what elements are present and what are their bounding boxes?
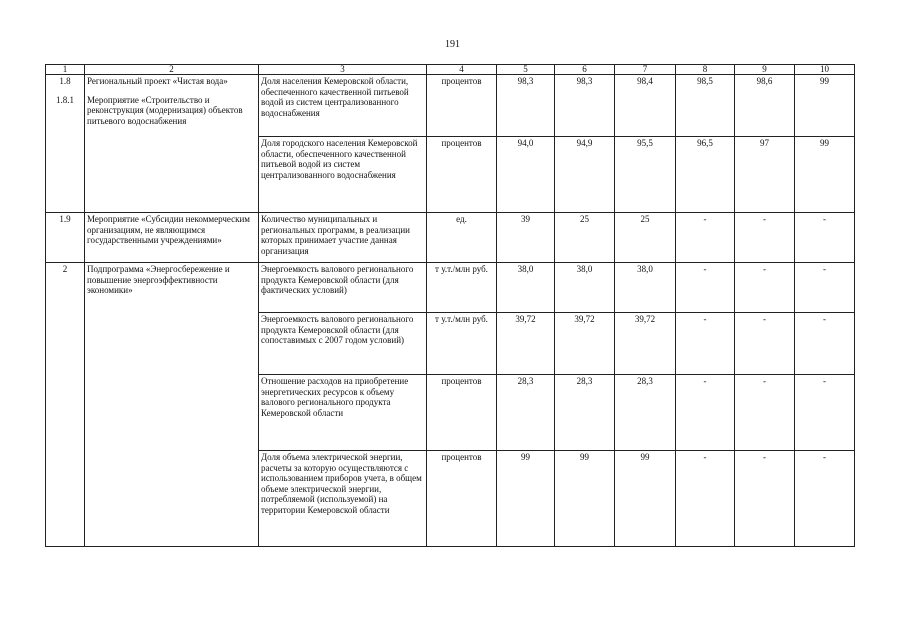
value-cell: 25 <box>615 213 676 263</box>
value-cell: 94,0 <box>497 137 555 213</box>
table-row <box>46 75 855 137</box>
value-cell: - <box>735 451 795 547</box>
value-cell: - <box>795 263 855 313</box>
value-cell: - <box>735 313 795 375</box>
value-cell: 38,0 <box>615 263 676 313</box>
indicators-table <box>45 64 855 547</box>
column-header: 6 <box>555 65 615 75</box>
value-cell: - <box>735 213 795 263</box>
column-header: 4 <box>427 65 497 75</box>
value-cell: - <box>735 263 795 313</box>
value-cell: 28,3 <box>497 375 555 451</box>
value-cell: - <box>676 213 735 263</box>
unit-cell: процентов <box>427 137 497 213</box>
column-header: 8 <box>676 65 735 75</box>
table-header-row <box>46 65 855 75</box>
value-cell: 39,72 <box>555 313 615 375</box>
column-header: 7 <box>615 65 676 75</box>
row-code: 1.8.1 <box>56 94 74 105</box>
indicator-cell: Доля городского населения Кемеровской области, обеспеченного качественной питьевой водой из систем централизованного водоснабжения <box>259 137 427 213</box>
value-cell: 99 <box>615 451 676 547</box>
column-header: 10 <box>795 65 855 75</box>
row-name: Мероприятие «Субсидии некоммерческим организациям, не являющимся государственными учреждениями» <box>85 213 259 263</box>
unit-cell: процентов <box>427 451 497 547</box>
value-cell: 28,3 <box>615 375 676 451</box>
value-cell: - <box>795 313 855 375</box>
indicator-cell: Энергоемкость валового регионального продукта Кемеровской области (для сопоставимых с 2007 годом условий) <box>259 313 427 375</box>
value-cell: 96,5 <box>676 137 735 213</box>
unit-cell: ед. <box>427 213 497 263</box>
value-cell: 95,5 <box>615 137 676 213</box>
row-name-cell <box>85 75 259 213</box>
value-cell: - <box>795 213 855 263</box>
value-cell: 98,6 <box>735 75 795 137</box>
table-row <box>46 213 855 263</box>
value-cell: 28,3 <box>555 375 615 451</box>
table-row <box>46 263 855 313</box>
value-cell: 99 <box>555 451 615 547</box>
unit-cell: т у.т./млн руб. <box>427 313 497 375</box>
column-header: 1 <box>46 65 85 75</box>
value-cell: 98,4 <box>615 75 676 137</box>
row-name: Подпрограмма «Энергосбережение и повышение энергоэффективности экономики» <box>85 263 259 547</box>
value-cell: 39,72 <box>497 313 555 375</box>
value-cell: 94,9 <box>555 137 615 213</box>
row-name: Мероприятие «Строительство и реконструкция (модернизация) объектов питьевого водоснабжения <box>87 94 243 126</box>
indicator-cell: Количество муниципальных и региональных программ, в реализации которых принимает участие данная организация <box>259 213 427 263</box>
row-code: 1.8 <box>59 76 71 86</box>
page-number: 191 <box>445 39 460 50</box>
column-header: 2 <box>85 65 259 75</box>
value-cell: - <box>795 451 855 547</box>
unit-cell: процентов <box>427 375 497 451</box>
value-cell: 39 <box>497 213 555 263</box>
indicator-cell: Энергоемкость валового регионального продукта Кемеровской области (для фактических условий) <box>259 263 427 313</box>
value-cell: 99 <box>497 451 555 547</box>
row-code: 1.9 <box>46 213 85 263</box>
value-cell: 25 <box>555 213 615 263</box>
column-header: 9 <box>735 65 795 75</box>
row-name: Региональный проект «Чистая вода» <box>87 76 228 86</box>
value-cell: 38,0 <box>555 263 615 313</box>
unit-cell: т у.т./млн руб. <box>427 263 497 313</box>
value-cell: - <box>676 451 735 547</box>
value-cell: 97 <box>735 137 795 213</box>
indicator-cell: Доля населения Кемеровской области, обеспеченного качественной питьевой водой из систем централизованного водоснабжения <box>259 75 427 137</box>
value-cell: 38,0 <box>497 263 555 313</box>
value-cell: 98,3 <box>555 75 615 137</box>
row-code-cell <box>46 75 85 213</box>
value-cell: - <box>676 313 735 375</box>
value-cell: - <box>735 375 795 451</box>
value-cell: - <box>795 375 855 451</box>
unit-cell: процентов <box>427 75 497 137</box>
row-code: 2 <box>46 263 85 547</box>
value-cell: 98,3 <box>497 75 555 137</box>
value-cell: 39,72 <box>615 313 676 375</box>
value-cell: - <box>676 263 735 313</box>
indicator-cell: Отношение расходов на приобретение энергетических ресурсов к объему валового регионального продукта Кемеровской области <box>259 375 427 451</box>
column-header: 3 <box>259 65 427 75</box>
value-cell: - <box>676 375 735 451</box>
value-cell: 98,5 <box>676 75 735 137</box>
indicator-cell: Доля объема электрической энергии, расчеты за которую осуществляются с использованием приборов учета, в общем объеме электрической энергии, потребляемой (используемой) на территории Кемеровской области <box>259 451 427 547</box>
column-header: 5 <box>497 65 555 75</box>
value-cell: 99 <box>795 75 855 137</box>
value-cell: 99 <box>795 137 855 213</box>
